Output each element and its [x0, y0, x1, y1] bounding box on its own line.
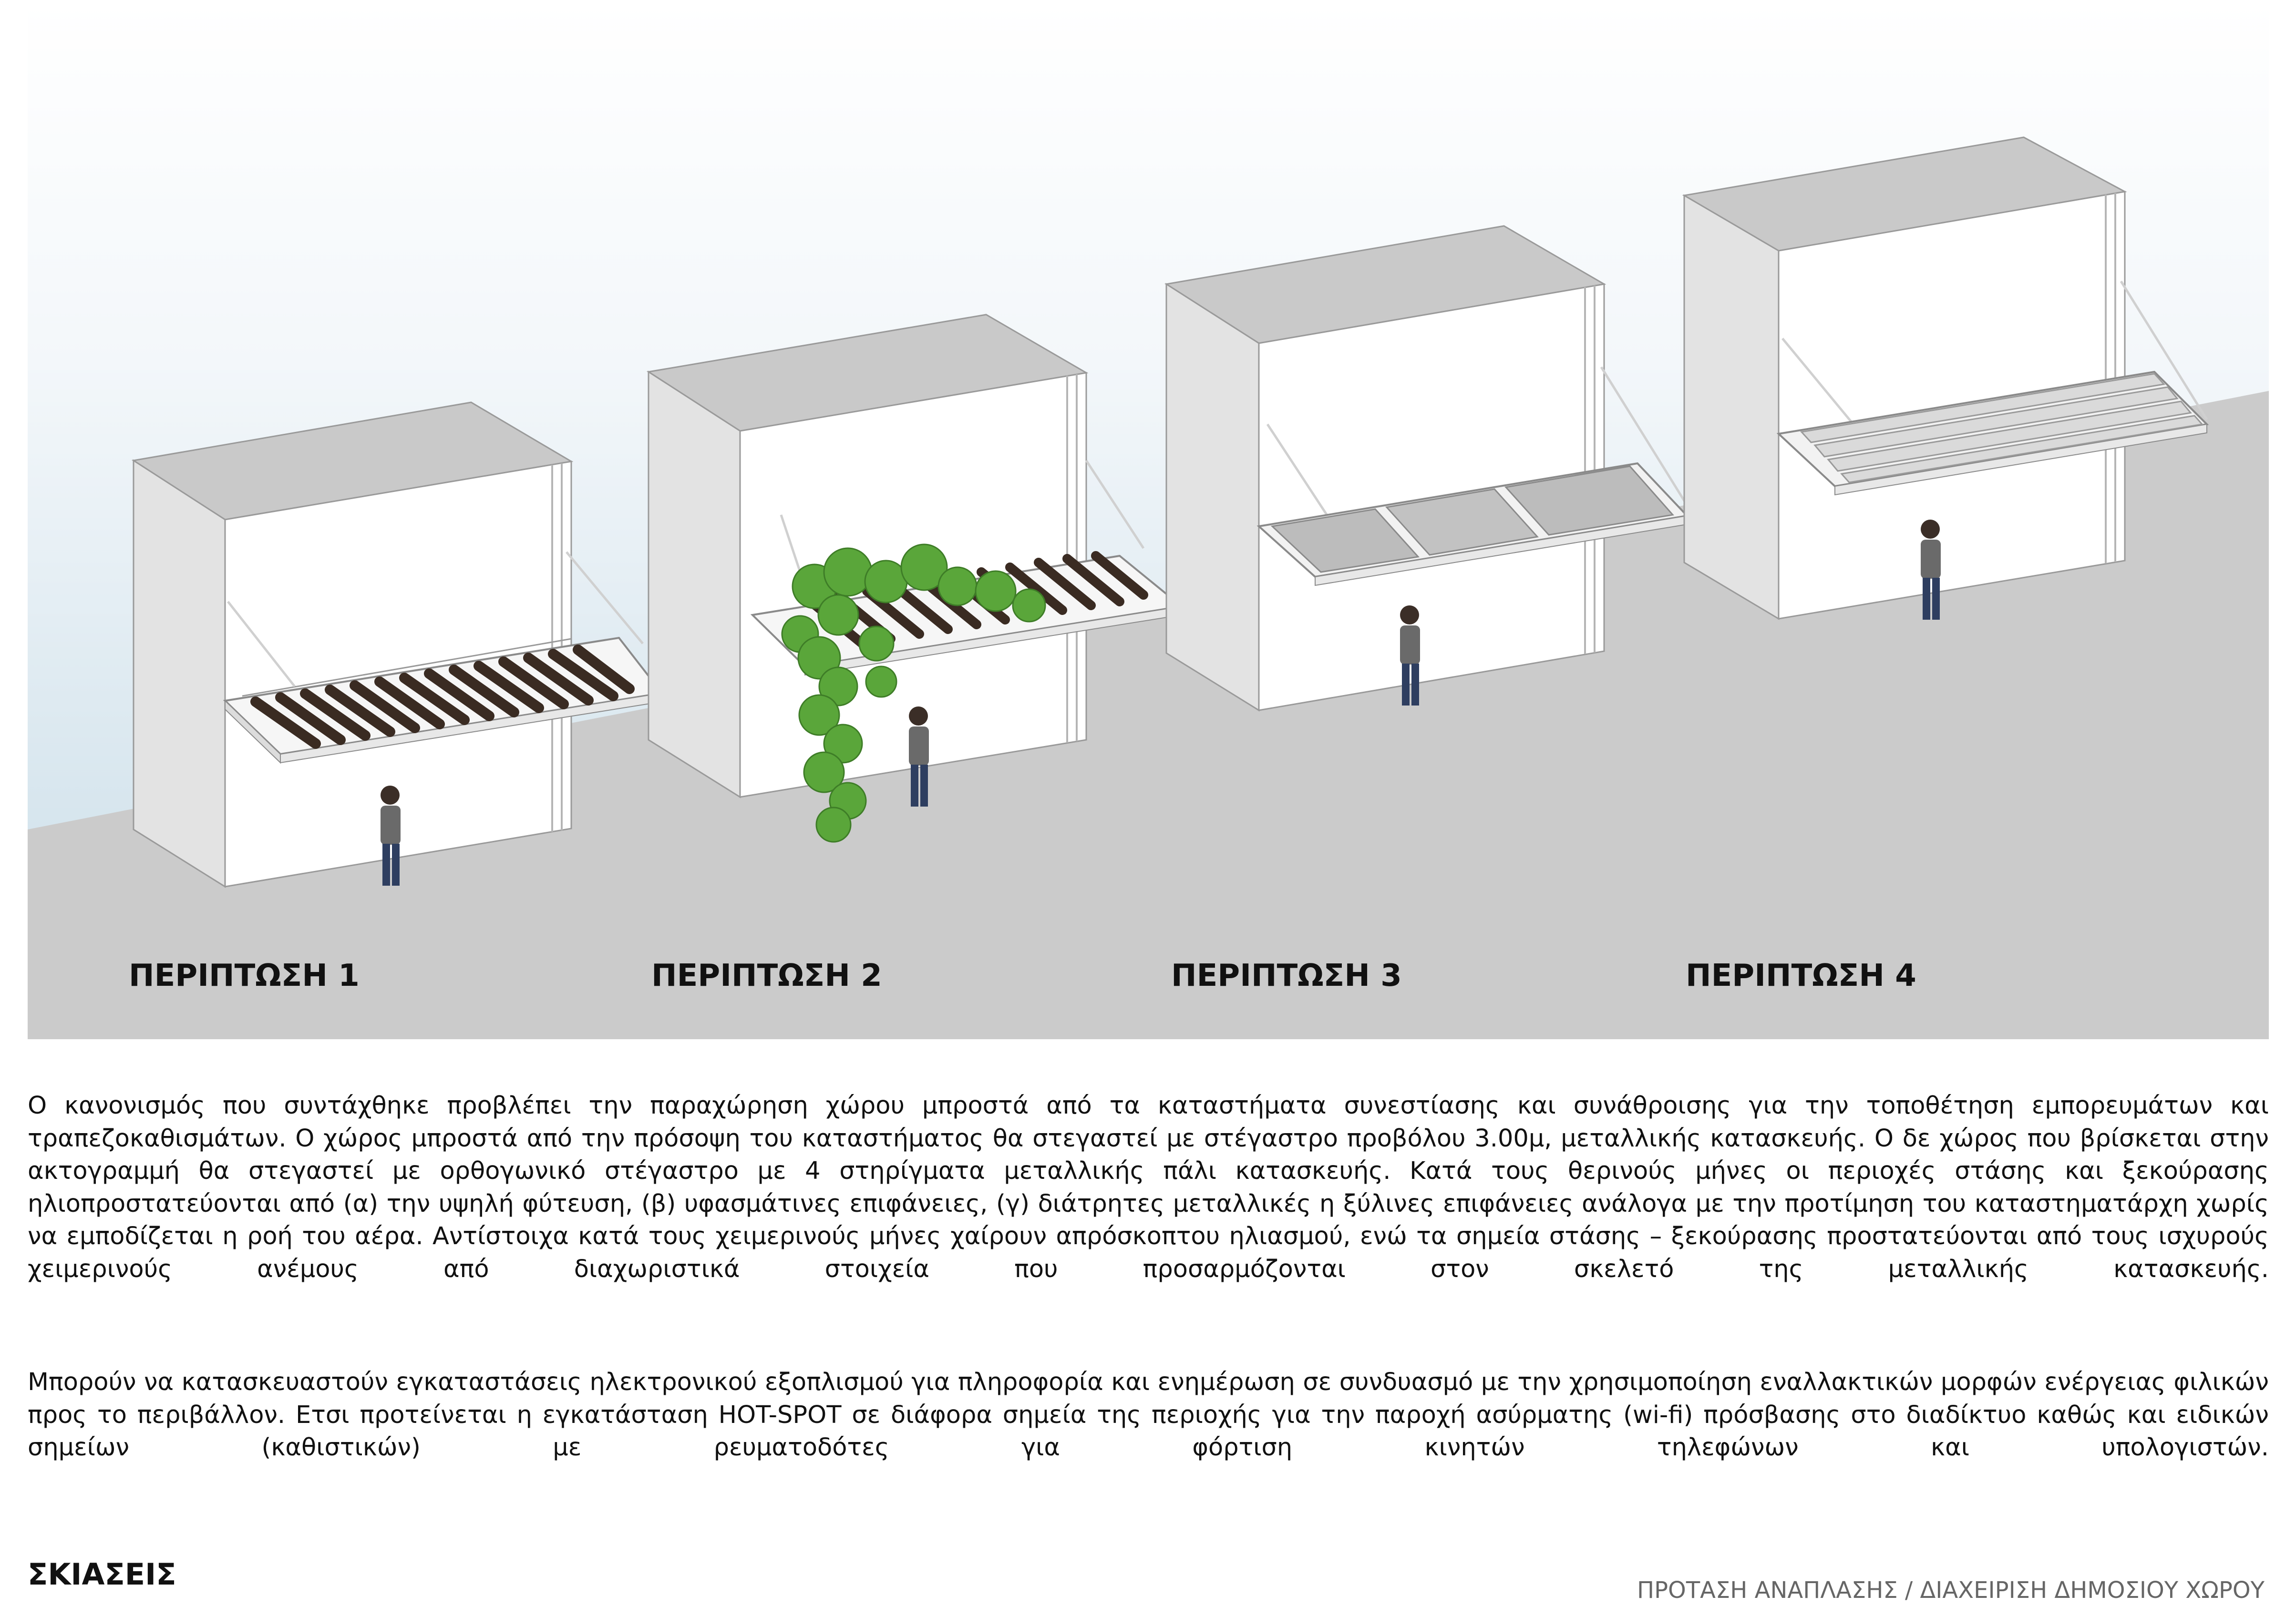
description-paragraph-2: Μπορούν να κατασκευαστούν εγκαταστάσεις ηλεκτρονικού εξοπλισμού για πληροφορία και ενημέρωση σε συνδυασμό με την χρησιμοποίηση εναλλακτικών μορφών ενέργειας φιλικών προς το περιβάλλον. Ετσι προτείνεται η εγκατάσταση HOT-SPOT σε διάφορα σημεία της περιοχής για την παροχή ασύρματης (wi-fi) πρόσβασης στο διαδίκτυο καθώς και ειδικών σημείων (καθιστικών) με ρευματοδότες για φόρτιση κινητών τηλεφώνων και υπολογιστών.: [28, 1368, 2269, 1462]
shading-cases-illustration: [28, 0, 2269, 1039]
kiosk-side: [134, 460, 225, 887]
section-title: ΣΚΙΑΣΕΙΣ: [28, 1557, 176, 1592]
footer-note: ΠΡΟΤΑΣΗ ΑΝΑΠΛΑΣΗΣ / ΔΙΑΧΕΙΡΙΣΗ ΔΗΜΟΣΙΟΥ ΧΩΡΟΥ: [1637, 1577, 2265, 1604]
description-paragraph-1: Ο κανονισμός που συντάχθηκε προβλέπει την παραχώρηση χώρου μπροστά από τα καταστήματα συνεστίασης και συνάθροισης για την τοποθέτηση εμπορευμάτων και τραπεζοκαθισμάτων. Ο χώρος μπροστά από την πρόσοψη του καταστήματος θα στεγαστεί με στέγαστρο προβόλου 3.00μ, μεταλλικής κατασκευής. Ο δε χώρος που βρίσκεται στην ακτογραμμή θα στεγαστεί με ορθογωνικό στέγαστρο με 4 στηρίγματα μεταλλικής πάλι κατασκευής. Κατά τους θερινούς μήνες οι περιοχές στάσης και ξεκούρασης ηλιοπροστατεύονται από (α) την υψηλή φύτευση, (β) υφασμάτινες επιφάνειες, (γ) διάτρητες μεταλλικές η ξύλινες επιφάνειες ανάλογα με την προτίμηση του καταστηματάρχη χωρίς να εμποδίζεται η ροή του αέρα. Αντίστοιχα κατά τους χειμερινούς μήνες χαίρουν απρόσκοπτου ηλιασμού, ενώ τα σημεία στάσης – ξεκούρασης προστατεύονται από τους ισχυρούς χειμερινούς ανέμους από διαχωριστικά στοιχεία που προσαρμόζονται στον σκελετό της μεταλλικής κατασκευής.: [28, 1092, 2269, 1283]
kiosk-side: [1166, 284, 1259, 710]
case-1-label: ΠΕΡΙΠΤΩΣΗ 1: [129, 958, 360, 993]
case-4-label: ΠΕΡΙΠΤΩΣΗ 4: [1686, 958, 1916, 993]
kiosk-side: [649, 372, 740, 797]
case-3-label: ΠΕΡΙΠΤΩΣΗ 3: [1171, 958, 1402, 993]
case-2-label: ΠΕΡΙΠΤΩΣΗ 2: [651, 958, 882, 993]
kiosk-side: [1684, 195, 1779, 619]
